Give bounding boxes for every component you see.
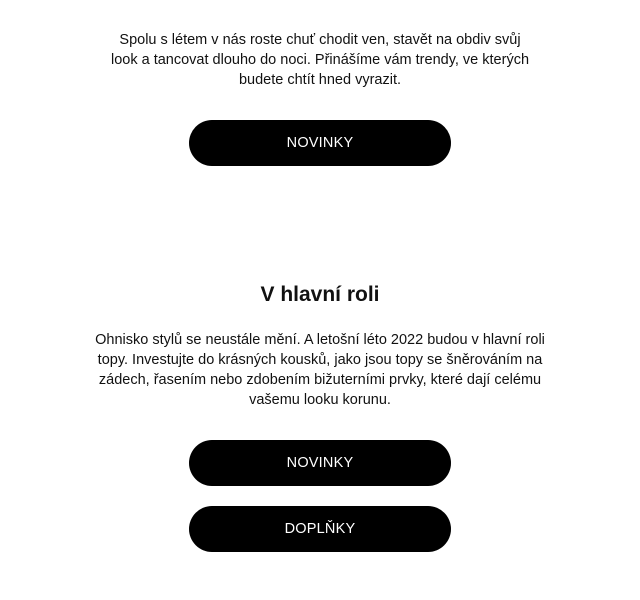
section-title: V hlavní roli [260,283,380,306]
novinky-button-top[interactable]: NOVINKY [189,120,451,166]
doplnky-button[interactable]: DOPLŇKY [189,506,451,552]
intro-paragraph: Spolu s létem v nás roste chuť chodit ven, stavět na obdiv svůj look a tancovat dlouho do noci. Přinášíme vám trendy, ve kterých budete chtít hned vyrazit. [110,32,530,88]
novinky-button-bottom[interactable]: NOVINKY [189,440,451,486]
section-paragraph: Ohnisko stylů se neustále mění. A letošní léto 2022 budou v hlavní roli topy. Investujte do krásných kousků, jako jsou topy se šněrováním na zádech, řasením nebo zdobením bižuterními prvky, které dají celému vašemu looku korunu. [95,332,545,408]
